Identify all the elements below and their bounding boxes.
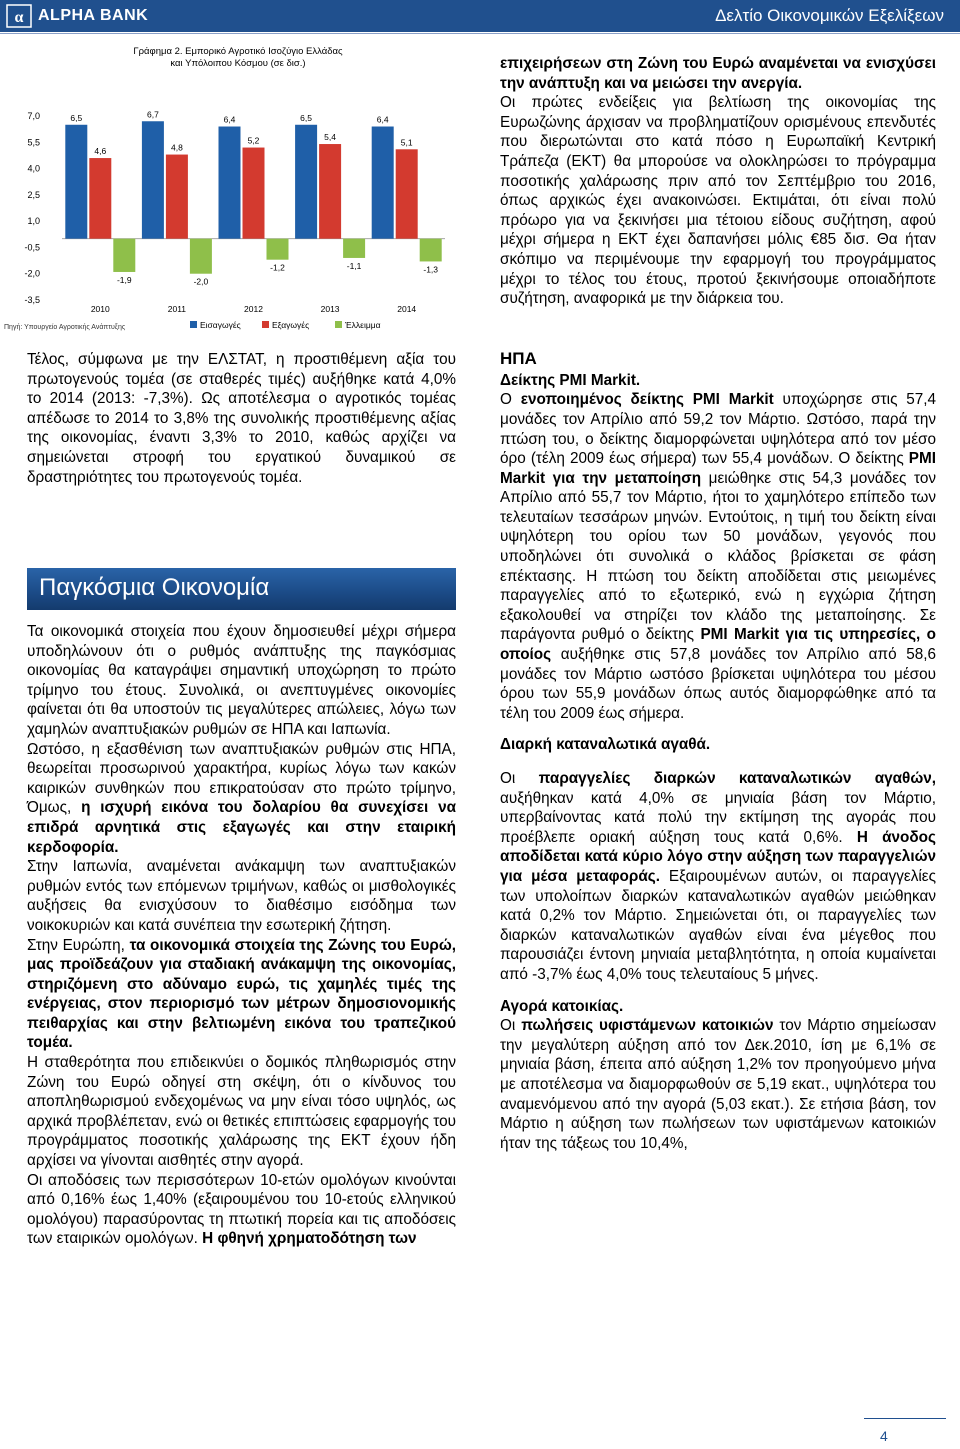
legend-label: Εισαγωγές bbox=[200, 320, 241, 330]
bar-value-label: -1,2 bbox=[270, 262, 285, 273]
bar-value-label: -2,0 bbox=[193, 276, 209, 287]
left-text-block-2 bbox=[27, 622, 456, 1249]
chart-source: Πηγή: Υπουργείο Αγροτικής Ανάπτυξης bbox=[4, 324, 126, 331]
paragraph-bond-yields: Οι αποδόσεις των περισσότερων 10-ετών ομολόγων κινούνται από 0,16% έως 1,40% (εξαιρουμένου του 10-ετούς ελληνικού ομολόγου) παρασύροντας τη πτωτική πορεία και τις αποδόσεις των εταιρικών ομολόγων. Η φθηνή χρηματοδότηση των bbox=[27, 1171, 456, 1248]
bar-value-label: 6,4 bbox=[376, 114, 389, 125]
x-tick-label: 2010 bbox=[90, 304, 110, 314]
paragraph-eurozone-growth: επιχειρήσεων στη Ζώνη του Ευρώ αναμένεται να ενισχύσει την ανάπτυξη και να μειώσει την ανεργία. bbox=[500, 55, 936, 92]
paragraph-usa-slowdown: Ωστόσο, η εξασθένιση των αναπτυξιακών ρυθμών στις ΗΠΑ, θεωρείται προσωρινού χαρακτήρα, κυρίως λόγω των κακών καιρικών συνθηκών που επικρατούσαν στο πρώτο τρίμηνο, Όμως, η ισχυρή εικόνα του δολαρίου θα συνεχίσει να επιδρά αρνητικά στις εξαγωγές και στην εταιρική κερδοφορία. bbox=[27, 740, 456, 856]
right-text-block bbox=[500, 54, 936, 1153]
paragraph-housing: Οι πωλήσεις υφιστάμενων κατοικιών τον Μάρτιο σημείωσαν την μεγαλύτερη αύξηση από τον Δεκ.2010, ίση με 6,1% σε μηνιαία βάση, έπειτα από αύξηση 1,2% τον προηγούμενο μήνα με αποτέλεσμα να διαμορφωθούν σε 5,19 εκατ., υψηλότερα του αναμενόμενου από την αγορά (5,03 εκατ.). Σε ετήσια βάση, τον Μάρτιο η αύξηση των πωλήσεων των υφιστάμενων κατοικιών ήταν της τάξεως του 10,4%, bbox=[500, 1017, 937, 1152]
chart-plot-area bbox=[24, 109, 445, 330]
bar-value-label: 5,4 bbox=[324, 132, 337, 143]
paragraph-core-inflation: Η σταθερότητα που επιδεικνύει ο δομικός πληθωρισμός στην Ζώνη του Ευρώ οδηγεί στη σκέψη, ότι ο κίνδυνος του αποπληθωρισμού ενδεχομένως να μην είναι τόσο υψηλός, ως αρχικά προβλέπεταν, ενώ οι θετικές επιπτώσεις εφαρμογής του προγράμματος ποσοτικής χαλάρωσης της ΕΚΤ έχουν ήδη αρχίσει να γίνονται αισθητές στην αγορά. bbox=[27, 1054, 456, 1170]
bar-value-label: 6,4 bbox=[223, 114, 236, 125]
heading-housing: Αγορά κατοικίας. bbox=[500, 997, 624, 1015]
bar-exports bbox=[243, 148, 265, 239]
footer-rule bbox=[864, 1418, 946, 1419]
banner-title: Παγκόσμια Οικονομία bbox=[39, 574, 270, 601]
x-tick-label: 2011 bbox=[167, 304, 187, 314]
heading-usa: ΗΠΑ bbox=[500, 348, 537, 368]
bar-value-label: -1,1 bbox=[346, 260, 362, 271]
svg-text:α: α bbox=[14, 9, 24, 26]
bar-exports bbox=[319, 144, 341, 239]
legend-swatch bbox=[190, 321, 197, 328]
y-tick-label: 1,0 bbox=[27, 216, 40, 227]
heading-durable-goods: Διαρκή καταναλωτικά αγαθά. bbox=[500, 736, 711, 754]
paragraph-pmi: Ο ενοποιημένος δείκτης PMI Markit υποχώρησε στις 57,4 μονάδες τον Απρίλιο από 59,2 τον Μάρτιο. Ωστόσο, παρά την πτώση του, ο δείκτης διαμορφώνεται υψηλότερα από τον μέσο όρο (τέλη 2009 έως σήμερα) των 55,4 μονάδων. Ο δείκτης PMI Markit για την μεταποίηση μειώθηκε στις 54,3 μονάδες τον Απρίλιο από 55,7 τον Μάρτιο, ήτοι το χαμηλότερο επίπεδο των τελευταίων τεσσάρων μηνών. Εντούτοις, η τιμή του δείκτη είναι υψηλότερη του ορίου των 50 μονάδων, γεγονός που υποδηλώνει ότι συνολικά ο κλάδος βρίσκεται σε φάση επέκτασης. Η πτώση του δείκτη αποδίδεται στις μειωμένες παραγγελίες από το εξωτερικό, ενώ η εγχώρια ζήτηση εξακολουθεί να στηρίζει τον κλάδο της μεταποίησης. Σε παράγοντα ρυθμό ο δείκτης PMI Markit για τις υπηρεσίες, ο οποίος αυξήθηκε στις 57,8 μονάδες τον Απρίλιο από 58,6 μονάδες τον Μάρτιο ωστόσο βρίσκεται υψηλότερα του μέσου όρου των 55,9 μονάδων όπως αυτός διαμορφώθηκε από τα τέλη του 2009 έως σήμερα. bbox=[500, 391, 937, 722]
paragraph-agri-value: Τέλος, σύμφωνα με την ΕΛΣΤΑΤ, η προστιθέμενη αξία του πρωτογενούς τομέα (σε σταθερές τιμές) αυξήθηκε κατά 4,0% το 2014 (2013: -7,3%). Ως αποτέλεσμα ο αγροτικός τομέας απέδωσε το 2014 το 3,8% της συνολικής προστιθέμενης αξίας της οικονομίας, έναντι 3,3% το 2010, καθώς αρχίζει να σημειώνεται στροφή του εργατικού δυναμικού σε δραστηριότητες του πρωτογενούς τομέα. bbox=[27, 351, 456, 486]
bar-imports bbox=[219, 127, 241, 239]
bar-value-label: -1,3 bbox=[423, 264, 439, 275]
header-bar bbox=[0, 0, 960, 32]
y-tick-label: 4,0 bbox=[27, 163, 40, 174]
paragraph-europe: Στην Ευρώπη, τα οικονομικά στοιχεία της Ζώνης του Ευρώ, μας προϊδεάζουν για σταδιακή ανάκαμψη της οικονομίας, στηριζόμενη στο αδύναμο ευρώ, τις χαμηλές τιμές της ενέργειας, στον περιορισμό των μέτρων δημοσιονομικής πειθαρχίας και στην βελτιωμένη εικόνα του τραπεζικού τομέα. bbox=[27, 936, 457, 1052]
legend-label: Εξαγωγές bbox=[272, 320, 310, 330]
bar-value-label: 6,7 bbox=[146, 109, 159, 120]
paragraph-global-outlook: Τα οικονομικά στοιχεία που έχουν δημοσιευθεί μέχρι σήμερα υποδηλώνουν ότι ο ρυθμός ανάπτυξης της παγκόσμιας οικονομίας θα καταγράψει σημαντική υποχώρηση το πρώτο τρίμηνο του έτους. Συνολικά, οι ανεπτυγμένες οικονομίες φαίνεται ότι θα υποστούν τις μεγαλύτερες απώλειες, λόγω των χαμηλών αναπτυξιακών ρυθμών σε ΗΠΑ και Ιαπωνία. bbox=[27, 623, 456, 738]
chart-title-line2: και Υπόλοιπου Κόσμου (σε δισ.) bbox=[170, 58, 306, 69]
x-tick-label: 2012 bbox=[244, 304, 263, 314]
y-tick-label: 2,5 bbox=[27, 189, 40, 200]
legend-swatch bbox=[262, 321, 269, 328]
legend-swatch bbox=[335, 321, 342, 328]
bar-imports bbox=[142, 121, 164, 238]
bar-imports bbox=[372, 127, 394, 239]
bar-value-label: 5,1 bbox=[400, 137, 413, 148]
alpha-logo-icon bbox=[6, 4, 32, 28]
bar-value-label: 5,2 bbox=[247, 135, 260, 146]
bar-value-label: 4,8 bbox=[170, 142, 183, 153]
bar-value-label: 4,6 bbox=[94, 146, 107, 157]
paragraph-ecb-qe: Οι πρώτες ενδείξεις για βελτίωση της οικονομίας της Ευρωζώνης άρχισαν να προβληματίζουν ορισμένους επενδυτές που διερωτώνται στο κατά πόσο η Ευρωπαϊκή Κεντρική Τράπεζα (ΕΚΤ) θα μπορούσε να ολοκληρώσει το πρόγραμμα ποσοτικής χαλάρωσης πριν από τον Σεπτέμβριο του 2016, όπως αρχικώς έχει ανακοινώσει. Εκτιμάται, ότι είναι πολύ πρόωρο για να ξεκινήσει μια τέτοιου είδους συζήτηση, αφού μέχρι σήμερα η ΕΚΤ έχει δαπανήσει μόλις €85 δισ. Θα ήταν σκόπιμο να περιμένουμε την εφαρμογή του προγράμματος μέχρι το τέλος του έτους, προτού ξεκινήσουμε οποιαδήποτε συζήτηση, αναφορικά με την διάρκεια του. bbox=[500, 94, 936, 308]
bar-value-label: 6,5 bbox=[70, 112, 83, 123]
bank-logo[interactable] bbox=[6, 4, 148, 28]
bar-imports bbox=[295, 125, 317, 239]
paragraph-japan: Στην Ιαπωνία, αναμένεται ανάκαμψη των αναπτυξιακών ρυθμών εντός των επόμενων τριμήνων, καθώς οι μισθολογικές αυξήσεις θα ενισχύσουν το διαθέσιμο εισόδημα των νοικοκυριών και κατά συνέπεια την εσωτερική ζήτηση. bbox=[27, 858, 456, 934]
bar-exports bbox=[166, 155, 188, 239]
legend-label: Έλλειμμα bbox=[345, 320, 381, 330]
bar-deficit bbox=[420, 239, 442, 262]
header-rule bbox=[0, 33, 960, 34]
y-tick-label: -2,0 bbox=[24, 268, 40, 279]
x-tick-label: 2013 bbox=[320, 304, 340, 314]
bar-imports bbox=[65, 125, 87, 239]
section-banner-global-economy bbox=[27, 568, 456, 610]
x-tick-label: 2014 bbox=[397, 304, 417, 314]
bar-deficit bbox=[343, 239, 365, 258]
y-tick-label: 5,5 bbox=[27, 137, 40, 148]
paragraph-durable-goods: Οι παραγγελίες διαρκών καταναλωτικών αγαθών, αυξήθηκαν κατά 4,0% σε μηνιαία βάση τον Μάρτιο, υπερβαίνοντας κατά πολύ την εκτίμηση της αγοράς που προέβλεπε οριακή αύξηση τους κατά 0,6%. Η άνοδος αποδίδεται κατά κύριο λόγο στην αύξηση των παραγγελιών για μέσα μεταφοράς. Εξαιρουμένων αυτών, οι παραγγελίες των υπολοίπων διαρκών καταναλωτικών αγαθών μειώθηκαν κατά 0,2% τον Μάρτιο. Σημειώνεται ότι, οι παραγγελίες των διαρκών καταναλωτικών αγαθών είναι ένα μέγεθος που παρουσιάζει έντονη μηνιαία μεταβλητότητα, η οποία κυμαίνεται από -3,7% έως 4,0% τους τελευταίους 5 μήνες. bbox=[500, 770, 936, 983]
y-tick-label: -3,5 bbox=[24, 295, 40, 305]
heading-pmi: Δείκτης PMI Markit. bbox=[500, 371, 641, 389]
bulletin-title: Δελτίο Οικονομικών Εξελίξεων bbox=[715, 6, 944, 25]
bar-value-label: 6,5 bbox=[300, 112, 313, 123]
y-tick-label: -0,5 bbox=[24, 242, 40, 253]
y-tick-label: 7,0 bbox=[27, 111, 40, 121]
bar-exports bbox=[89, 158, 111, 239]
chart-title-line1: Γράφημα 2. Εμπορικό Αγροτικό Ισοζύγιο Ελλάδας bbox=[133, 46, 343, 57]
bar-deficit bbox=[190, 239, 212, 274]
bar-deficit bbox=[113, 239, 135, 272]
agri-trade-chart bbox=[0, 38, 470, 338]
bar-exports bbox=[396, 149, 418, 238]
brand-name: ALPHA BANK bbox=[38, 7, 149, 24]
page-number: 4 bbox=[880, 1428, 888, 1444]
left-text-block-1 bbox=[27, 350, 456, 487]
bar-deficit bbox=[267, 239, 289, 260]
bar-value-label: -1,9 bbox=[116, 274, 132, 285]
